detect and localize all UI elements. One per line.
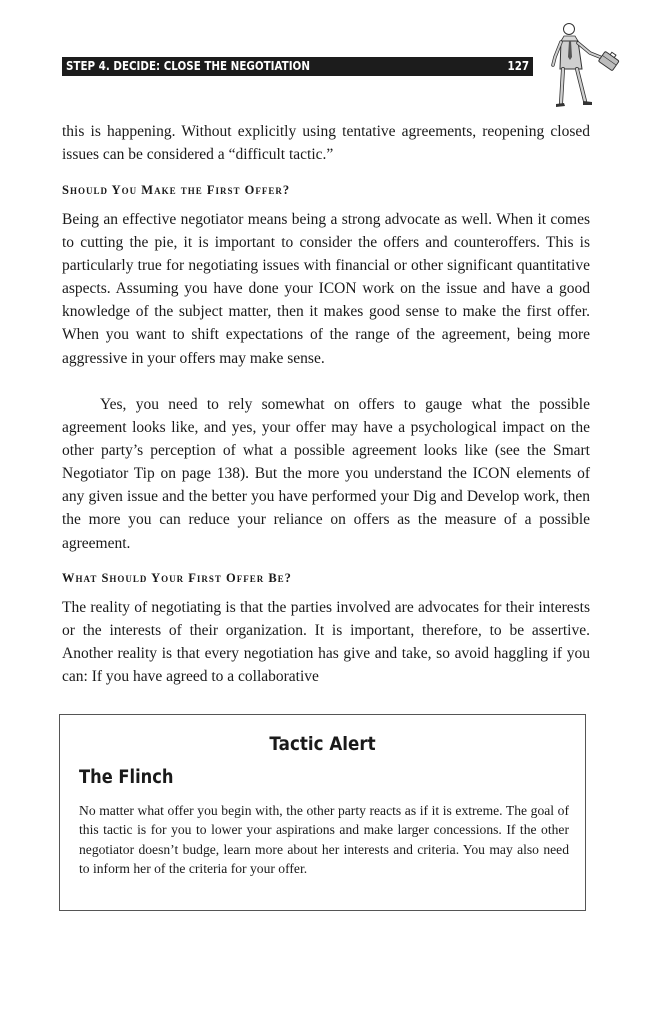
section-heading-first-offer: Should You Make the First Offer?: [62, 183, 291, 197]
tactic-alert-box: [59, 714, 586, 911]
tactic-alert-text: No matter what offer you begin with, the other party reacts as if it is extreme. The goal of this tactic is for you to lower your aspirations and make larger concessions. If the other negotiator doesn’t budge, learn more about her interests and criteria. You may also need to inform her of the criteria for your offer.: [79, 803, 569, 876]
tactic-alert-title: Tactic Alert: [269, 733, 376, 755]
businessman-with-briefcase-icon: [548, 17, 620, 109]
running-header: [62, 57, 533, 76]
section-heading-what-offer: What Should Your First Offer Be?: [62, 571, 292, 585]
tactic-alert-subtitle: The Flinch: [79, 767, 174, 788]
chapter-title: STEP 4. DECIDE: CLOSE THE NEGOTIATION: [66, 59, 310, 73]
continuation-paragraph: this is happening. Without explicitly using tentative agreements, reopening closed issues can be considered a “difficult tactic.”: [62, 123, 590, 164]
body-paragraph: Being an effective negotiator means being a strong advocate as well. When it comes to cutting the pie, it is important to consider the offers and counteroffers. This is particularly true for negotiating issues with financial or other significant quantitative aspects. Assuming you have done your ICON work on the issue and have a good knowledge of the subject matter, then it makes good sense to make the first offer. When you want to shift expectations of the range of the agreement, being more aggressive in your offers may make sense.: [62, 211, 590, 367]
body-paragraph: The reality of negotiating is that the parties involved are advocates for their interests or the interests of their organization. It is important, therefore, to be assertive. Another reality is that every negotiation has give and take, so avoid haggling if you can: If you have agreed to a collaborative: [62, 599, 590, 686]
body-paragraph: Yes, you need to rely somewhat on offers to gauge what the possible agreement looks like, and yes, your offer may have a psychological impact on the other party’s perception of what a possible agreement looks like (see the Smart Negotiator Tip on page 138). But the more you understand the ICON elements of any given issue and the better you have performed your Dig and Develop work, then the more you can reduce your reliance on offers as the measure of a possible agreement.: [62, 396, 590, 552]
page-number: 127: [507, 59, 529, 73]
